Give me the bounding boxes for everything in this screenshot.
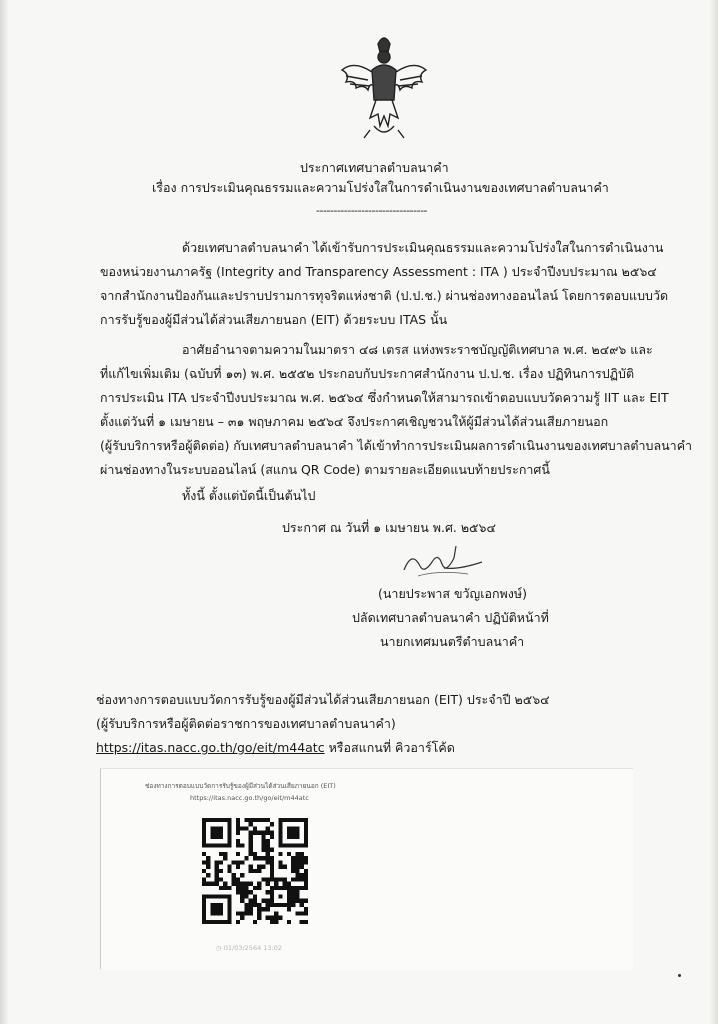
paragraph-2-line: การประเมิน ITA ประจำปีงบประมาณ พ.ศ. ๒๕๖๔ ซึ่งกำหนดให้สามารถเข้าตอบแบบวัดความรู้ IIT และ EIT bbox=[100, 390, 669, 405]
signatory-position: ปลัดเทศบาลตำบลนาคำ ปฏิบัติหน้าที่ bbox=[352, 610, 549, 625]
scan-edge-left bbox=[0, 0, 9, 1024]
scan-edge-right bbox=[710, 0, 718, 1024]
eit-channel-audience: (ผู้รับบริการหรือผู้ติดต่อราชการของเทศบาลตำบลนาคำ) bbox=[96, 716, 396, 731]
qr-card-title: ช่องทางการตอบแบบวัดการรับรู้ของผู้มีส่วนได้ส่วนเสียภายนอก (EIT) bbox=[145, 782, 336, 790]
scan-speck bbox=[678, 974, 681, 977]
paragraph-1-line: ด้วยเทศบาลตำบลนาคำ ได้เข้ารับการประเมินคุณธรรมและความโปร่งใสในการดำเนินงาน bbox=[182, 240, 664, 255]
handwritten-signature bbox=[398, 540, 488, 584]
paragraph-2-line: ตั้งแต่วันที่ ๑ เมษายน – ๓๑ พฤษภาคม ๒๕๖๔ จึงประกาศเชิญชวนให้ผู้มีส่วนได้ส่วนเสียภายนอก bbox=[100, 414, 609, 429]
signatory-name: (นายประพาส ขวัญเอกพงษ์) bbox=[378, 586, 528, 601]
eit-channel-heading: ช่องทางการตอบแบบวัดการรับรู้ของผู้มีส่วนได้ส่วนเสียภายนอก (EIT) ประจำปี ๒๕๖๔ bbox=[96, 692, 550, 707]
effective-date-statement: ทั้งนี้ ตั้งแต่บัดนี้เป็นต้นไป bbox=[182, 488, 316, 503]
garuda-emblem-icon bbox=[334, 30, 434, 142]
paragraph-1-line: ของหน่วยงานภาครัฐ (Integrity and Transparency Assessment : ITA ) ประจำปีงบประมาณ ๒๕๖๔ bbox=[100, 264, 657, 279]
qr-card-timestamp-text: 01/03/2564 13:02 bbox=[223, 944, 283, 952]
paragraph-1-line: จากสำนักงานป้องกันและปราบปรามการทุจริตแห่งชาติ (ป.ป.ช.) ผ่านช่องทางออนไลน์ โดยการตอบแบบวัด bbox=[100, 288, 669, 303]
eit-link-line bbox=[96, 740, 455, 756]
qr-code-card bbox=[100, 768, 633, 969]
title-separator: -------------------------------- bbox=[316, 204, 428, 217]
qr-card-url: https://itas.nacc.go.th/go/eit/m44atc bbox=[190, 794, 309, 802]
paragraph-2-line: (ผู้รับบริการหรือผู้ติดต่อ) กับเทศบาลตำบลนาคำ ได้เข้าทำการประเมินผลการดำเนินงานของเทศบาลตำบลนาคำ bbox=[100, 438, 693, 453]
paragraph-1-line: การรับรู้ของผู้มีส่วนได้ส่วนเสียภายนอก (EIT) ด้วยระบบ ITAS นั้น bbox=[100, 312, 448, 327]
paragraph-2-line: ที่แก้ไขเพิ่มเติม (ฉบับที่ ๑๓) พ.ศ. ๒๕๕๒ ประกอบกับประกาศสำนักงาน ป.ป.ช. เรื่อง ปฏิทินการปฏิบัติ bbox=[100, 366, 635, 381]
paragraph-2-line: ผ่านช่องทางในระบบออนไลน์ (สแกน QR Code) ตามรายละเอียดแนบท้ายประกาศนี้ bbox=[100, 462, 550, 477]
signatory-acting-position: นายกเทศมนตรีตำบลนาคำ bbox=[380, 634, 525, 649]
eit-link-suffix: หรือสแกนที่ คิวอาร์โค้ด bbox=[324, 740, 455, 755]
announcement-subject: เรื่อง การประเมินคุณธรรมและความโปร่งใสในการดำเนินงานของเทศบาลตำบลนาคำ bbox=[152, 180, 609, 195]
announcement-title: ประกาศเทศบาลตำบลนาคำ bbox=[300, 160, 449, 175]
eit-survey-link[interactable]: https://itas.nacc.go.th/go/eit/m44atc bbox=[96, 740, 325, 755]
announce-date: ประกาศ ณ วันที่ ๑ เมษายน พ.ศ. ๒๕๖๔ bbox=[282, 520, 496, 535]
qr-code[interactable] bbox=[202, 818, 308, 924]
paragraph-2-line: อาศัยอำนาจตามความในมาตรา ๔๘ เตรส แห่งพระราชบัญญัติเทศบาล พ.ศ. ๒๔๙๖ และ bbox=[182, 342, 653, 357]
qr-card-timestamp: ◷ 01/03/2564 13:02 bbox=[216, 944, 283, 952]
